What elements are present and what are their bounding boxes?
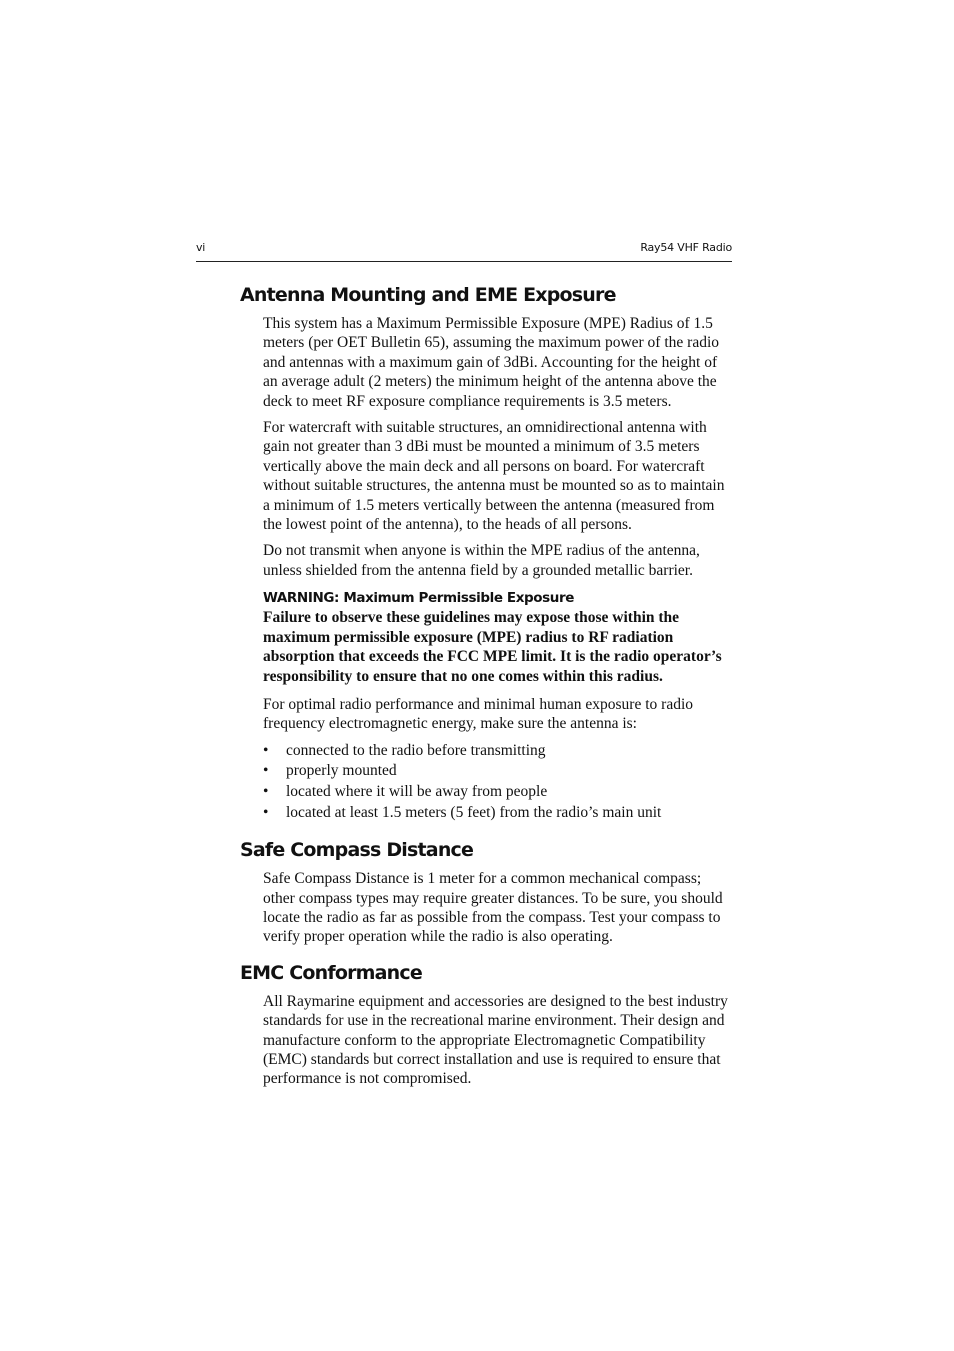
paragraph: All Raymarine equipment and accessories are designed to the best industry standards for use in the recreational marine environment. Their design and manufacture conform to the appropriate Electromagnetic Compatibility (EMC) standards but correct installation and use is required to ensure that performance is not compromised. xyxy=(263,992,728,1088)
list-item: • properly mounted xyxy=(263,761,733,782)
section-safe-compass-distance xyxy=(240,837,740,947)
paragraph: For watercraft with suitable structures, an omnidirectional antenna with gain not greater than 3 dBi must be mounted a minimum of 3.5 meters vertically above the main deck and all persons on board. For watercraft without suitable structures, the antenna must be mounted so as to maintain a minimum of 1.5 meters vertically between the antenna (measured from the lowest point of the antenna), to the heads of all persons. xyxy=(263,419,725,534)
section-emc-conformance xyxy=(240,960,740,1089)
warning-text: Failure to observe these guidelines may expose those within the maximum permissible exposure (MPE) radius to RF radiation absorption that exceeds the FCC MPE limit. It is the radio operator’s responsibility to ensure that no one comes within this radius. xyxy=(263,609,722,685)
section-body xyxy=(263,869,733,947)
page-header xyxy=(196,238,732,262)
document-title: Ray54 VHF Radio xyxy=(640,241,732,254)
section-body xyxy=(263,314,733,823)
bullet-list xyxy=(263,741,733,823)
paragraph: For optimal radio performance and minimal human exposure to radio frequency electromagnetic energy, make sure the antenna is: xyxy=(263,695,694,733)
warning-heading: WARNING: Maximum Permissible Exposure xyxy=(263,590,575,607)
section-heading: EMC Conformance xyxy=(240,961,422,984)
section-heading: Antenna Mounting and EME Exposure xyxy=(240,284,616,306)
section-heading: Safe Compass Distance xyxy=(240,839,474,862)
list-item: • located where it will be away from people xyxy=(263,782,733,803)
paragraph: Safe Compass Distance is 1 meter for a common mechanical compass; other compass types may require greater distances. To be sure, you should locate the radio as far as possible from the compass. Test your compass to verify proper operation while the radio is also operating. xyxy=(263,870,723,946)
section-body xyxy=(263,992,733,1089)
list-item: • connected to the radio before transmitting xyxy=(263,741,733,762)
paragraph: Do not transmit when anyone is within the MPE radius of the antenna, unless shielded from the antenna field by a grounded metallic barrier. xyxy=(263,542,700,579)
paragraph: This system has a Maximum Permissible Exposure (MPE) Radius of 1.5 meters (per OET Bulletin 65), assuming the maximum power of the radio and antennas with a maximum gain of 3dBi. Accounting for the height of an average adult (2 meters) the minimum height of the antenna above the deck to meet RF exposure compliance requirements is 3.5 meters. xyxy=(263,315,720,410)
list-item: • located at least 1.5 meters (5 feet) from the radio’s main unit xyxy=(263,803,733,824)
page-number: vi xyxy=(196,241,206,254)
page-content xyxy=(240,282,740,1096)
section-antenna-mounting xyxy=(240,282,740,823)
